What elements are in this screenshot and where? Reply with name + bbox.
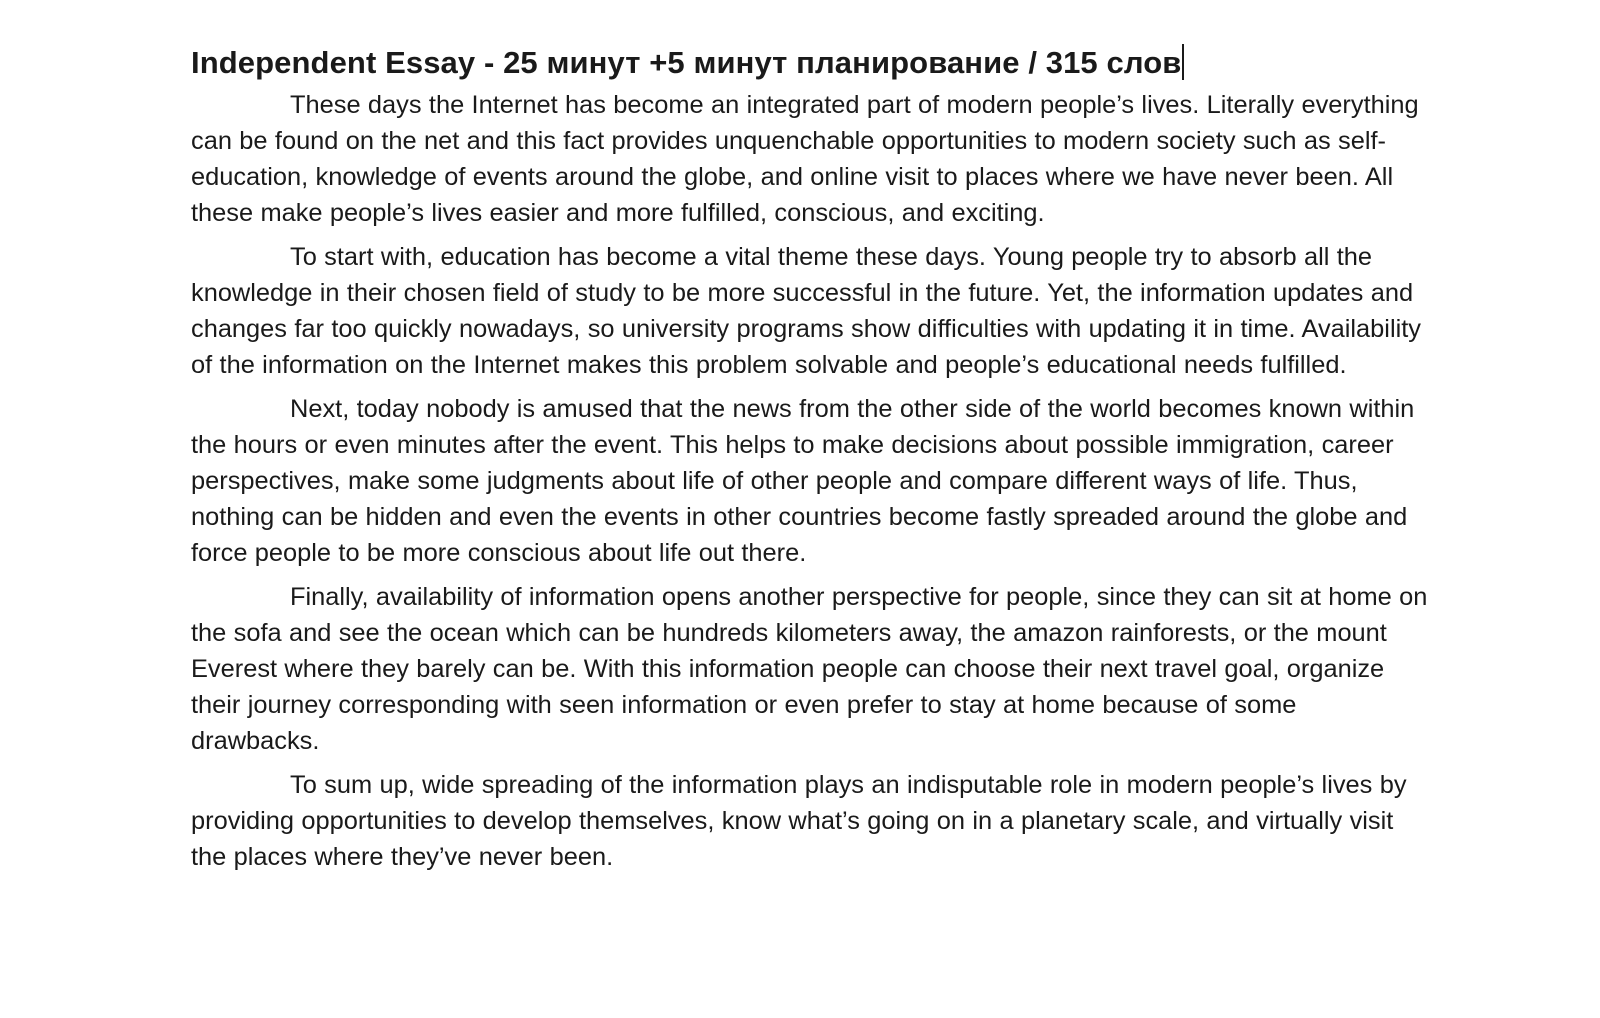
paragraph-conclusion[interactable]: To sum up, wide spreading of the information plays an indisputable role in modern people’s lives by providing opportunities to develop themselves, know what’s going on in a planetary scale, and virtually visit the places where they’ve never been. [191,771,1407,871]
text-cursor [1182,44,1184,80]
document-title-text: Independent Essay - 25 минут +5 минут планирование / 315 слов [191,45,1182,80]
document-title[interactable] [191,43,1431,83]
paragraph-news[interactable]: Next, today nobody is amused that the news from the other side of the world becomes known within the hours or even minutes after the event. This helps to make decisions about possible immigration, career perspectives, make some judgments about life of other people and compare different ways of life. Thus, nothing can be hidden and even the events in other countries become fastly spreaded around the globe and force people to be more conscious about life out there. [191,395,1415,567]
paragraph-introduction[interactable]: These days the Internet has become an integrated part of modern people’s lives. Literally everything can be found on the net and this fact provides unquenchable opportunities to modern society such as self-education, knowledge of events around the globe, and online visit to places where we have never been. All these make people’s lives easier and more fulfilled, conscious, and exciting. [191,91,1419,227]
paragraph-travel[interactable]: Finally, availability of information opens another perspective for people, since they can sit at home on the sofa and see the ocean which can be hundreds kilometers away, the amazon rainforests, or the mount Everest where they barely can be. With this information people can choose their next travel goal, organize their journey corresponding with seen information or even prefer to stay at home because of some drawbacks. [191,583,1428,755]
document-page[interactable] [191,43,1431,883]
paragraph-education[interactable]: To start with, education has become a vital theme these days. Young people try to absorb all the knowledge in their chosen field of study to be more successful in the future. Yet, the information updates and changes far too quickly nowadays, so university programs show difficulties with updating it in time. Availability of the information on the Internet makes this problem solvable and people’s educational needs fulfilled. [191,243,1421,379]
